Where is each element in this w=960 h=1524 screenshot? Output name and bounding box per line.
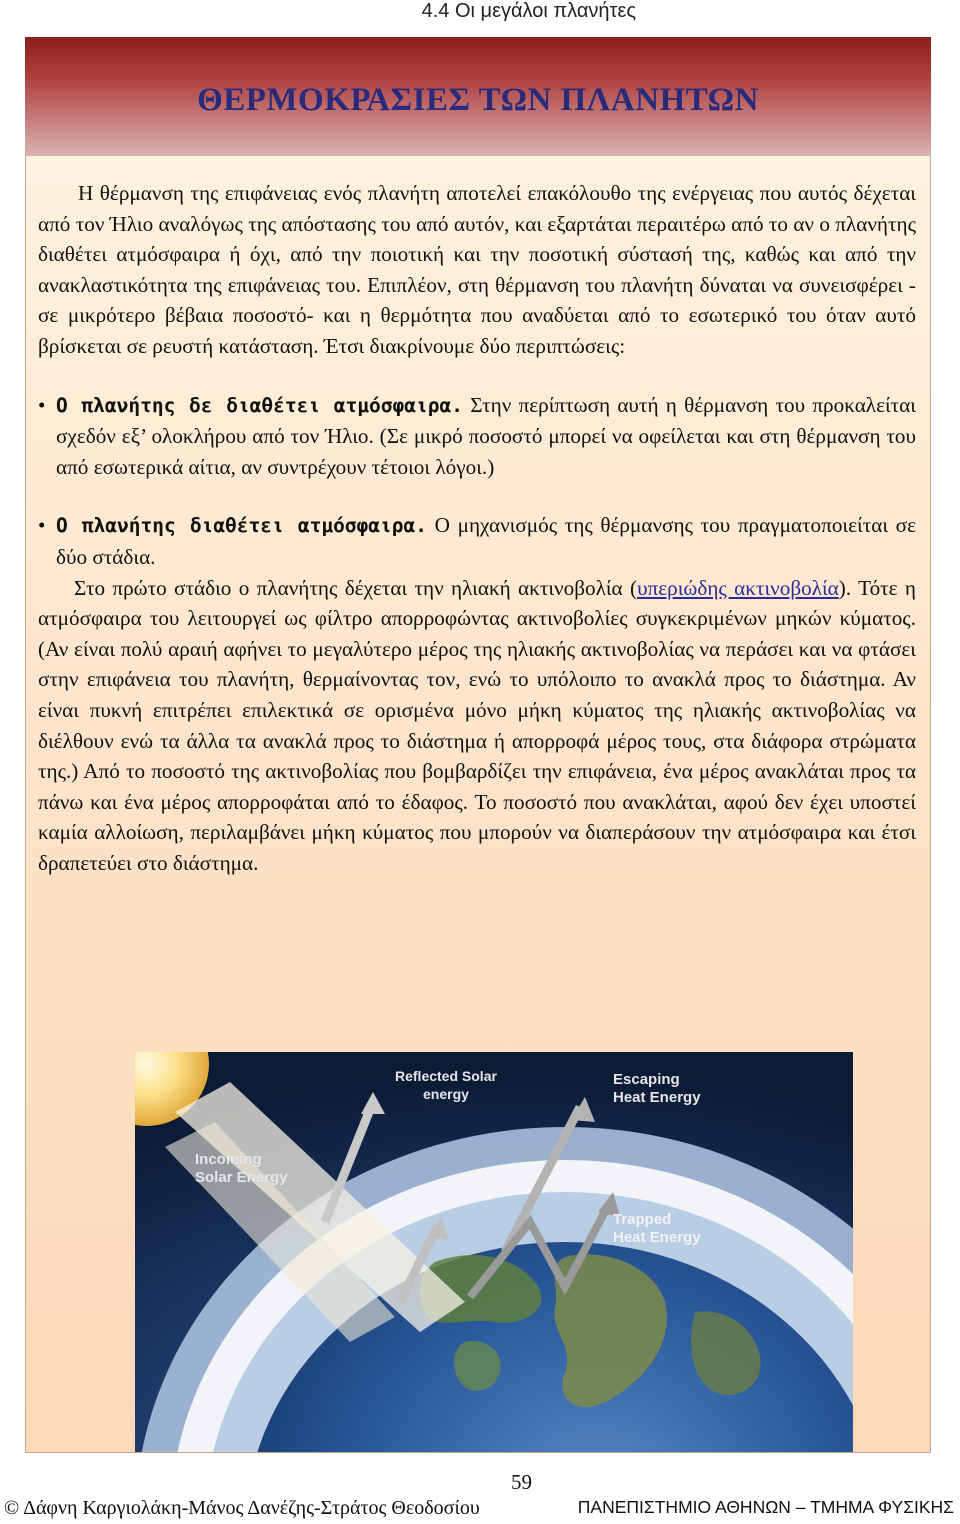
incoming-label-line1: Incoming bbox=[195, 1151, 262, 1168]
trapped-label-line2: Heat Energy bbox=[613, 1229, 701, 1246]
greenhouse-diagram bbox=[135, 1052, 853, 1452]
bullet-text: Στην περίπτωση αυτή η θέρμανση του προκαλείται σχεδόν εξ’ ολοκλήρου από τον Ήλιο. (Σε μικρό ποσοστό μπορεί να οφείλεται και στη θέρμανση του από εσωτερικά αίτια, αν συντρέχουν τέτοιοι λόγοι.) bbox=[56, 392, 916, 479]
bullet-heading: Ο πλανήτης διαθέτει ατμόσφαιρα. bbox=[56, 514, 427, 538]
bullet-heading: Ο πλανήτης δε διαθέτει ατμόσφαιρα. bbox=[56, 393, 463, 417]
title-banner bbox=[25, 37, 931, 156]
page-number: 59 bbox=[511, 1470, 532, 1494]
bullet-with-atmosphere bbox=[38, 510, 916, 572]
escaping-label-line2: Heat Energy bbox=[613, 1089, 701, 1106]
stage-text-start: Στο πρώτο στάδιο ο πλανήτης δέχεται την ηλιακή ακτινοβολία ( bbox=[74, 575, 638, 600]
stage-paragraph bbox=[38, 573, 916, 879]
bullet-dot: • bbox=[38, 392, 46, 417]
footer-institution: ΠΑΝΕΠΙΣΤΗΜΙΟ ΑΘΗΝΩΝ – ΤΜΗΜΑ ΦΥΣΙΚΗΣ bbox=[577, 1497, 954, 1517]
bullet-dot: • bbox=[38, 513, 46, 538]
reflected-label-line1: Reflected Solar bbox=[395, 1068, 497, 1084]
reflected-label-line2: energy bbox=[423, 1086, 469, 1102]
incoming-label-line2: Solar Energy bbox=[195, 1169, 288, 1186]
footer-authors: © Δάφνη Καργιολάκη-Μάνος Δανέζης-Στράτος Θεοδοσίου bbox=[4, 1497, 480, 1519]
intro-paragraph: Η θέρμανση της επιφάνειας ενός πλανήτη αποτελεί επακόλουθο της ενέργειας που αυτός δέχεται από τον Ήλιο αναλόγως της απόστασης του από αυτόν, και εξαρτάται περαιτέρω από το αν ο πλανήτης διαθέτει ατμόσφαιρα ή όχι, από την ποιοτική και την ποσοτική σύστασή της, καθώς και από την ανακλαστικότητα της επιφάνειας του. Επιπλέον, στη θέρμανση του πλανήτη δύναται να συνεισφέρει - σε μικρότερο βέβαια ποσοστό- και η θερμότητα που αναδύεται από το εσωτερικό του όταν αυτό βρίσκεται σε ρευστή κατάσταση. Έτσι διακρίνουμε δύο περιπτώσεις: bbox=[38, 181, 916, 358]
page-title: ΘΕΡΜΟΚΡΑΣΙΕΣ ΤΩΝ ΠΛΑΝΗΤΩΝ bbox=[197, 82, 759, 118]
bullet-text: Ο μηχανισμός της θέρμανσης του πραγματοποιείται σε δύο στάδια. bbox=[56, 513, 916, 569]
stage-text-rest: ). Τότε η ατμόσφαιρα του λειτουργεί ως φίλτρο απορροφώντας ακτινοβολίες συγκεκριμένων μηκών κύματος. (Αν είναι πολύ αραιή αφήνει το μεγαλύτερο μέρος της ηλιακής ακτινοβολίας να περάσει και να φτάσει στην επιφάνεια του πλανήτη, θερμαίνοντας τον, ενώ το υπόλοιπο το ανακλά προς το διάστημα. Αν είναι πυκνή επιτρέπει επιλεκτικά σε ορισμένα μόνο μήκη κύματος της ηλιακής ακτινοβολίας να διέλθουν ενώ τα άλλα τα ανακλά προς το διάστημα ή απορροφά μέρος τους, στα διάφορα στρώματα της.) Από το ποσοστό της ακτινοβολίας που βομβαρδίζει την επιφάνεια, ένα μέρος ανακλάται προς τα πάνω και ένα μέρος απορροφάται από το έδαφος. Το ποσοστό που ανακλάται, αφού δεν έχει υποστεί καμία αλλοίωση, περιλαμβάνει μήκη κύματος που μπορούν να διαπεράσουν την ατμόσφαιρα και έτσι δραπετεύει στο διάστημα. bbox=[38, 575, 916, 875]
running-header: 4.4 Οι μεγάλοι πλανήτες bbox=[421, 0, 636, 22]
bullet-no-atmosphere bbox=[38, 390, 916, 483]
ultraviolet-link[interactable]: υπεριώδης ακτινοβολία bbox=[637, 575, 839, 600]
body-content bbox=[38, 178, 916, 878]
trapped-label-line1: Trapped bbox=[613, 1211, 672, 1228]
escaping-label-line1: Escaping bbox=[613, 1071, 680, 1088]
